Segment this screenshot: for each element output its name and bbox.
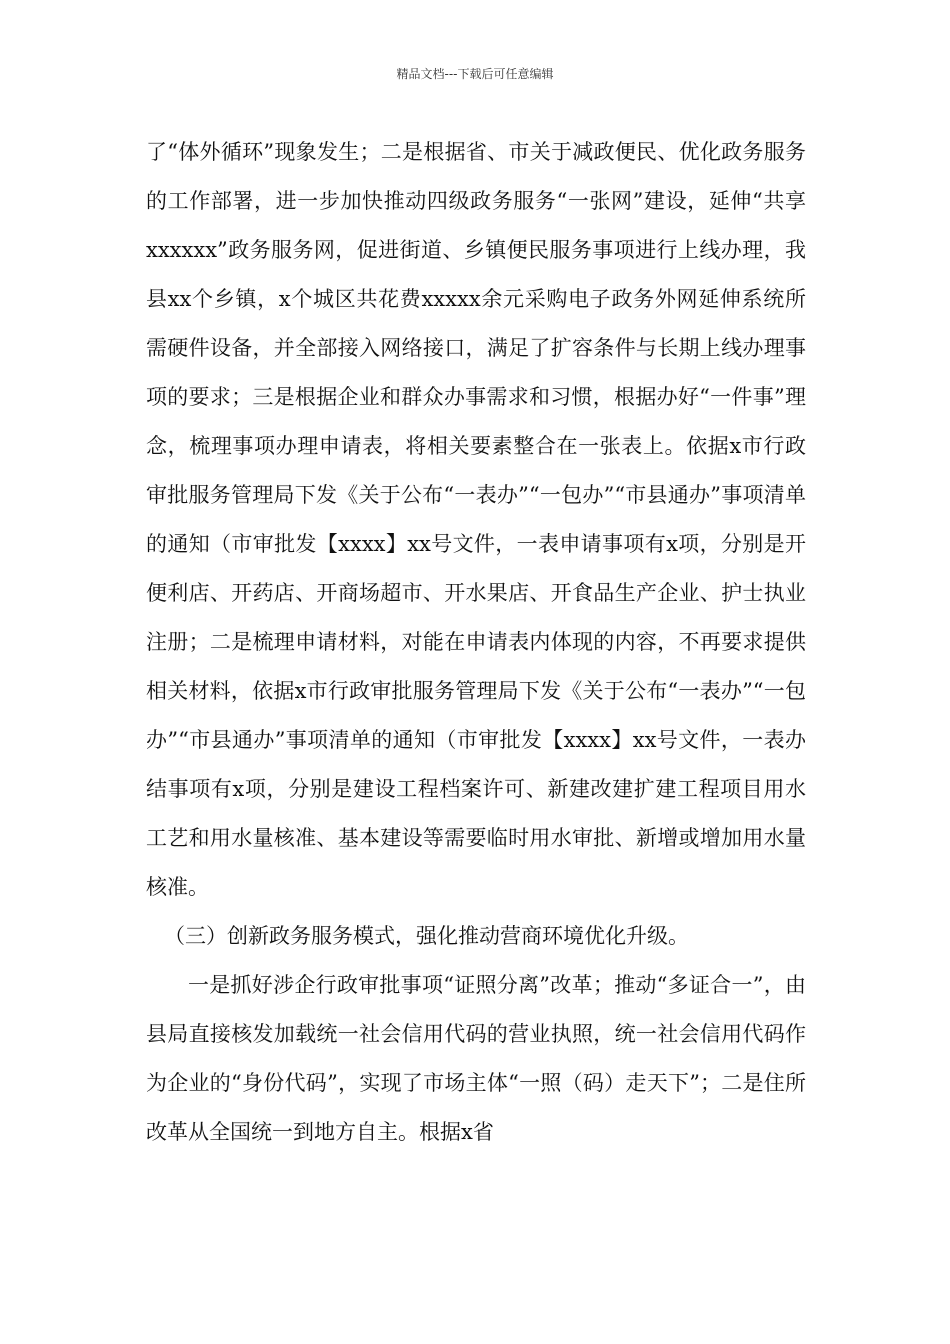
section-heading: （三）创新政务服务模式，强化推动营商环境优化升级。 <box>164 924 689 948</box>
document-body <box>146 128 806 1157</box>
body-paragraph: 一是抓好涉企行政审批事项“证照分离”改革；推动“多证合一”，由县局直接核发加载统一社会信用代码的营业执照，统一社会信用代码作为企业的“身份代码”，实现了市场主体“一照（码）走天下”；二是住所改革从全国统一到地方自主。根据x省 <box>146 973 806 1144</box>
body-paragraph: 了“体外循环”现象发生；二是根据省、市关于减政便民、优化政务服务的工作部署，进一步加快推动四级政务服务“一张网”建设，延伸“共享xxxxxx”政务服务网，促进街道、乡镇便民服务事项进行上线办理，我县xx个乡镇，x个城区共花费xxxxx余元采购电子政务外网延伸系统所需硬件设备，并全部接入网络接口，满足了扩容条件与长期上线办理事项的要求；三是根据企业和群众办事需求和习惯，根据办好“一件事”理念，梳理事项办理申请表，将相关要素整合在一张表上。依据x市行政审批服务管理局下发《关于公布“一表办”“一包办”“市县通办”事项清单的通知（市审批发【xxxx】xx号文件，一表申请事项有x项，分别是开便利店、开药店、开商场超市、开水果店、开食品生产企业、护士执业注册；二是梳理申请材料，对能在申请表内体现的内容，不再要求提供相关材料，依据x市行政审批服务管理局下发《关于公布“一表办”“一包办”“市县通办”事项清单的通知（市审批发【xxxx】xx号文件，一表办结事项有x项，分别是建设工程档案许可、新建改建扩建工程项目用水工艺和用水量核准、基本建设等需要临时用水审批、新增或增加用水量核准。 <box>146 140 806 899</box>
page-header: 精品文档---下载后可任意编辑 <box>396 67 554 81</box>
